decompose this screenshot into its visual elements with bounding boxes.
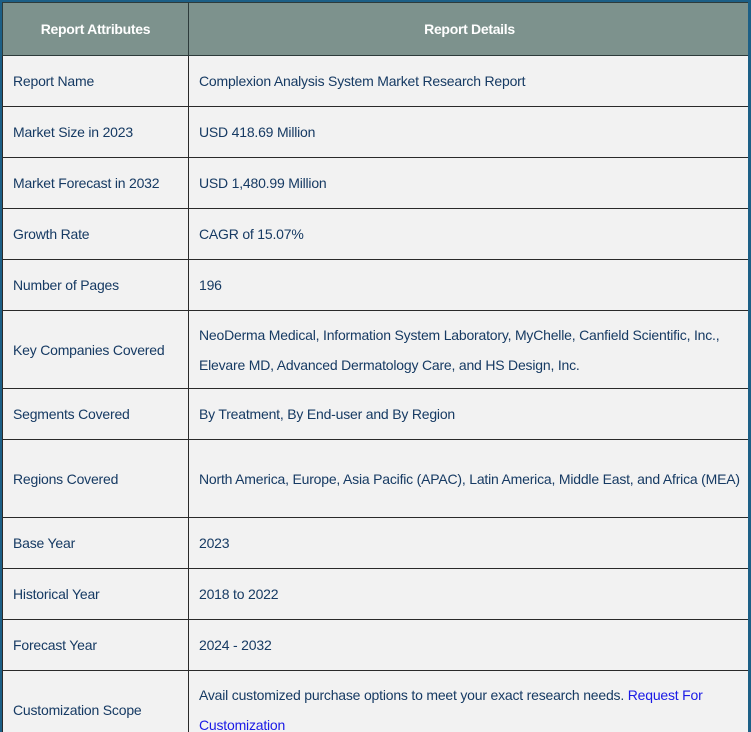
table-row [3, 569, 751, 620]
row-detail: CAGR of 15.07% [189, 209, 751, 260]
row-attribute: Segments Covered [3, 389, 189, 440]
table-row [3, 389, 751, 440]
row-detail: North America, Europe, Asia Pacific (APAC), Latin America, Middle East, and Africa (MEA) [189, 440, 751, 518]
request-customization-link[interactable]: Request For Customization [199, 686, 703, 732]
row-attribute: Historical Year [3, 569, 189, 620]
row-attribute: Market Forecast in 2032 [3, 158, 189, 209]
row-attribute: Market Size in 2023 [3, 107, 189, 158]
table-row [3, 311, 751, 389]
row-attribute: Base Year [3, 518, 189, 569]
row-attribute: Regions Covered [3, 440, 189, 518]
customization-text: Avail customized purchase options to meet your exact research needs. [199, 686, 625, 703]
row-detail: NeoDerma Medical, Information System Laboratory, MyChelle, Canfield Scientific, Inc., Elevare MD, Advanced Dermatology Care, and HS Design, Inc. [189, 311, 751, 389]
header-report-attributes: Report Attributes [3, 3, 189, 56]
row-detail: Complexion Analysis System Market Research Report [189, 56, 751, 107]
row-detail: By Treatment, By End-user and By Region [189, 389, 751, 440]
table-row [3, 260, 751, 311]
report-attributes-table [2, 2, 751, 732]
row-detail: 196 [189, 260, 751, 311]
row-detail: USD 418.69 Million [189, 107, 751, 158]
row-detail: 2024 - 2032 [189, 620, 751, 671]
table-row [3, 671, 751, 732]
table-header-row [3, 3, 751, 56]
row-attribute: Forecast Year [3, 620, 189, 671]
table-row [3, 620, 751, 671]
table-row [3, 209, 751, 260]
header-report-details: Report Details [189, 3, 751, 56]
table-row [3, 518, 751, 569]
row-detail: 2023 [189, 518, 751, 569]
table-row [3, 56, 751, 107]
row-attribute: Number of Pages [3, 260, 189, 311]
table-row [3, 158, 751, 209]
table-row [3, 440, 751, 518]
row-attribute: Report Name [3, 56, 189, 107]
row-attribute: Key Companies Covered [3, 311, 189, 389]
row-attribute: Growth Rate [3, 209, 189, 260]
row-detail: 2018 to 2022 [189, 569, 751, 620]
row-attribute: Customization Scope [3, 671, 189, 732]
table-row [3, 107, 751, 158]
row-detail: USD 1,480.99 Million [189, 158, 751, 209]
row-detail [189, 671, 751, 732]
